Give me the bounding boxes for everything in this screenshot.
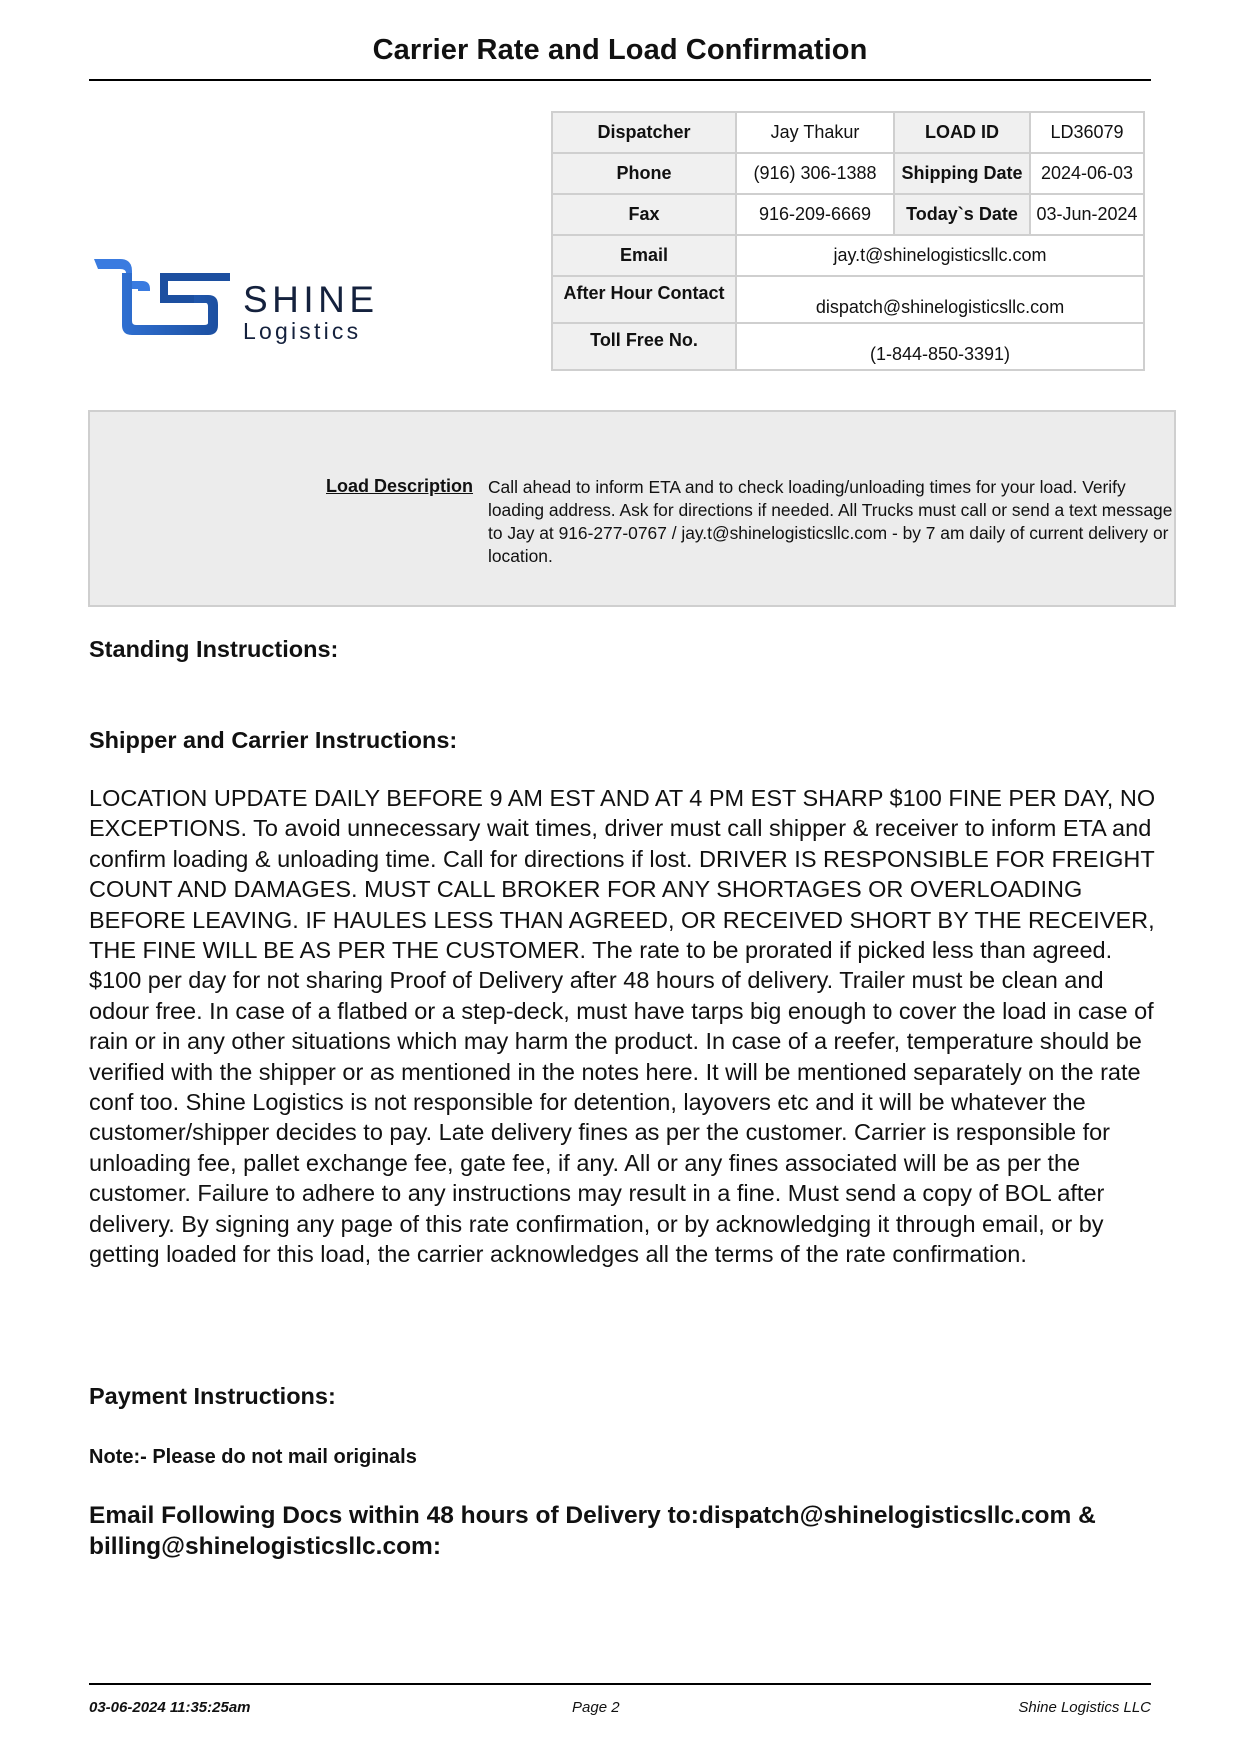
shipping-date-value: 2024-06-03	[1030, 153, 1144, 194]
after-hour-contact-label: After Hour Contact	[552, 276, 736, 323]
table-row	[552, 153, 1144, 194]
standing-instructions-heading: Standing Instructions:	[89, 636, 339, 662]
payment-instructions-heading: Payment Instructions:	[89, 1383, 336, 1409]
table-row	[552, 235, 1144, 276]
page-title: Carrier Rate and Load Confirmation	[372, 34, 868, 66]
dispatcher-value: Jay Thakur	[736, 112, 894, 153]
email-value: jay.t@shinelogisticsllc.com	[736, 235, 1144, 276]
fax-label: Fax	[552, 194, 736, 235]
table-row	[552, 276, 1144, 323]
toll-free-value: (1-844-850-3391)	[736, 323, 1144, 370]
table-row	[552, 194, 1144, 235]
email-label: Email	[552, 235, 736, 276]
footer-page-number: Page 2	[572, 1699, 620, 1716]
load-id-value: LD36079	[1030, 112, 1144, 153]
payment-note: Note:- Please do not mail originals	[89, 1446, 417, 1468]
dispatcher-label: Dispatcher	[552, 112, 736, 153]
phone-label: Phone	[552, 153, 736, 194]
shine-logo-icon	[90, 255, 240, 355]
company-logo	[90, 255, 380, 355]
load-description-text: Call ahead to inform ETA and to check loading/unloading times for your load. Verify loading address. Ask for directions if needed. All Trucks must call or send a text message to Jay at 916-277-0767 / jay.t@shinelogisticsllc.com - by 7 am daily of current delivery or location.	[488, 477, 1173, 566]
dispatch-info-table	[551, 111, 1145, 371]
logo-wordmark-logistics: Logistics	[243, 318, 362, 344]
todays-date-value: 03-Jun-2024	[1030, 194, 1144, 235]
shipper-carrier-instructions: LOCATION UPDATE DAILY BEFORE 9 AM EST AND AT 4 PM EST SHARP $100 FINE PER DAY, NO EXCEPTIONS. To avoid unnecessary wait times, driver must call shipper & receiver to inform ETA and confirm loading & unloading time. Call for directions if lost. DRIVER IS RESPONSIBLE FOR FREIGHT COUNT AND DAMAGES. MUST CALL BROKER FOR ANY SHORTAGES OR OVERLOADING BEFORE LEAVING. IF HAULES LESS THAN AGREED, OR RECEIVED SHORT BY THE RECEIVER, THE FINE WILL BE AS PER THE CUSTOMER. The rate to be prorated if picked less than agreed. $100 per day for not sharing Proof of Delivery after 48 hours of delivery. Trailer must be clean and odour free. In case of a flatbed or a step-deck, must have tarps big enough to cover the load in case of rain or in any other situations which may harm the product. In case of a reefer, temperature should be verified with the shipper or as mentioned in the notes here. It will be mentioned separately on the rate conf too. Shine Logistics is not responsible for detention, layovers etc and it will be whatever the customer/shipper decides to pay. Late delivery fines as per the customer. Carrier is responsible for unloading fee, pallet exchange fee, gate fee, if any. All or any fines associated will be as per the customer. Failure to adhere to any instructions may result in a fine. Must send a copy of BOL after delivery. By signing any page of this rate confirmation, or by acknowledging it through email, or by getting loaded for this load, the carrier acknowledges all the terms of the rate confirmation.	[89, 785, 1156, 1268]
footer-divider	[89, 1683, 1151, 1685]
shipper-carrier-heading: Shipper and Carrier Instructions:	[89, 727, 458, 753]
table-row	[552, 112, 1144, 153]
toll-free-label: Toll Free No.	[552, 323, 736, 370]
todays-date-label: Today`s Date	[894, 194, 1030, 235]
shipping-date-label: Shipping Date	[894, 153, 1030, 194]
footer-company: Shine Logistics LLC	[1018, 1699, 1151, 1716]
load-description-box	[88, 410, 1176, 607]
after-hour-contact-value: dispatch@shinelogisticsllc.com	[736, 276, 1144, 323]
phone-value: (916) 306-1388	[736, 153, 894, 194]
email-docs-instruction: Email Following Docs within 48 hours of Delivery to:dispatch@shinelogisticsllc.com & billing@shinelogisticsllc.com:	[89, 1502, 1096, 1560]
logo-wordmark-shine: SHINE	[243, 279, 379, 320]
load-id-label: LOAD ID	[894, 112, 1030, 153]
footer-timestamp: 03-06-2024 11:35:25am	[89, 1699, 251, 1716]
title-divider	[89, 79, 1151, 81]
fax-value: 916-209-6669	[736, 194, 894, 235]
table-row	[552, 323, 1144, 370]
load-description-label: Load Description	[326, 476, 474, 496]
